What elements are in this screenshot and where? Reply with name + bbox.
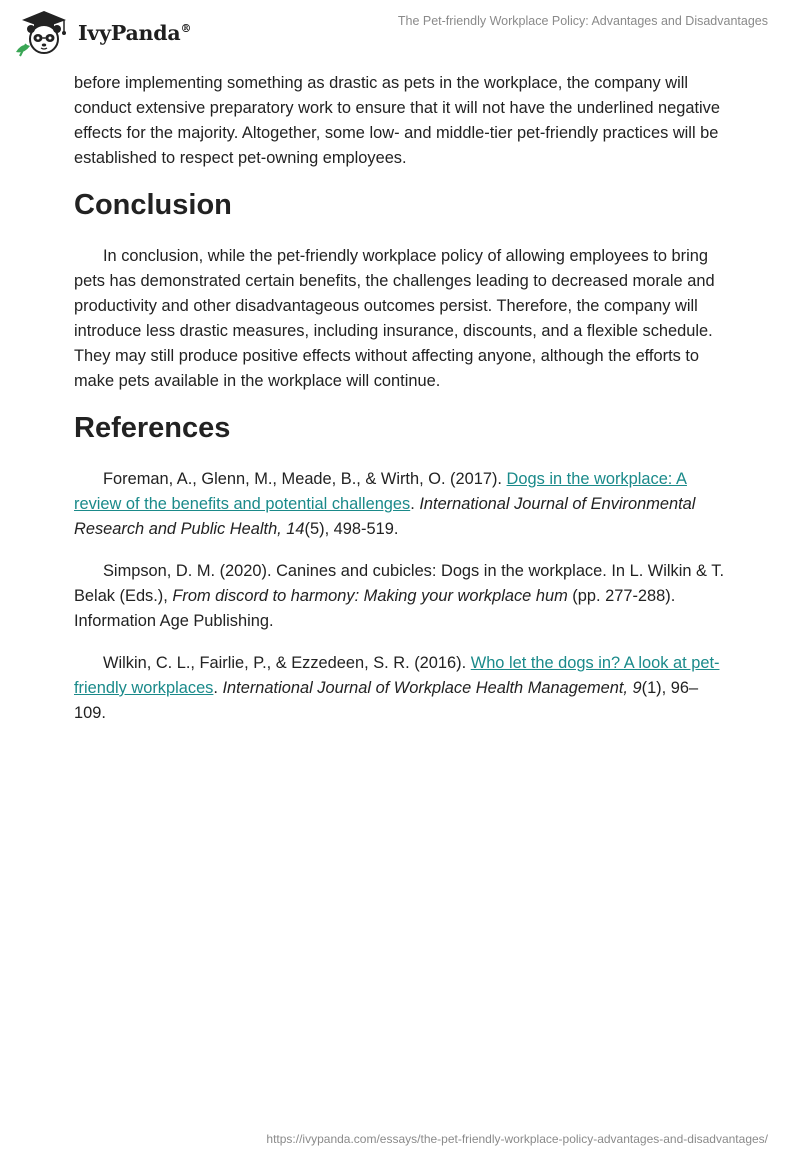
intro-paragraph: before implementing something as drastic as pets in the workplace, the company will conduct extensive preparatory work to ensure that it will not have the underlined negative effects for the majority. Altogether, some low- and middle-tier pet-friendly practices will be established to respect pet-owning employees.	[74, 74, 720, 167]
reference-link[interactable]: Who let the dogs in? A look at pet-friendly workplaces	[74, 654, 720, 697]
footer-url[interactable]: https://ivypanda.com/essays/the-pet-friendly-workplace-policy-advantages-and-disadvantages/	[266, 1132, 768, 1146]
reference-item: Wilkin, C. L., Fairlie, P., & Ezzedeen, S. R. (2016). Who let the dogs in? A look at pet-friendly workplaces. International Journal of Workplace Health Management, 9(1), 96–109.	[74, 654, 720, 722]
conclusion-heading: Conclusion	[74, 189, 232, 221]
conclusion-paragraph: In conclusion, while the pet-friendly workplace policy of allowing employees to bring pets has demonstrated certain benefits, the challenges leading to decreased morale and productivity and other disadvantageous outcomes persist. Therefore, the company will introduce less drastic measures, including insurance, discounts, and a flexible schedule. They may still produce positive effects without affecting anyone, although the efforts to make pets available in the workplace will continue.	[74, 247, 715, 390]
document-body	[74, 71, 724, 743]
reference-item: Simpson, D. M. (2020). Canines and cubicles: Dogs in the workplace. In L. Wilkin & T. Belak (Eds.), From discord to harmony: Making your workplace hum (pp. 277-288). Information Age Publishing.	[74, 562, 724, 630]
running-title: The Pet-friendly Workplace Policy: Advantages and Disadvantages	[397, 14, 768, 28]
reference-item: Foreman, A., Glenn, M., Meade, B., & Wirth, O. (2017). Dogs in the workplace: A review of the benefits and potential challenges. International Journal of Environmental Research and Public Health, 14(5), 498-519.	[74, 470, 696, 538]
journal-title: International Journal of Workplace Health Management, 9	[222, 679, 642, 697]
reference-link[interactable]: Dogs in the workplace: A review of the benefits and potential challenges	[74, 470, 687, 513]
brand-name: IvyPanda®	[78, 21, 192, 45]
book-title: From discord to harmony: Making your workplace hum	[172, 587, 568, 605]
panda-graduate-icon	[14, 8, 74, 58]
trademark-symbol: ®	[180, 22, 192, 36]
ivypanda-logo[interactable]	[14, 8, 191, 58]
journal-title: International Journal of Environmental Research and Public Health, 14	[74, 495, 696, 538]
page-header	[0, 0, 800, 70]
references-heading: References	[74, 412, 231, 444]
